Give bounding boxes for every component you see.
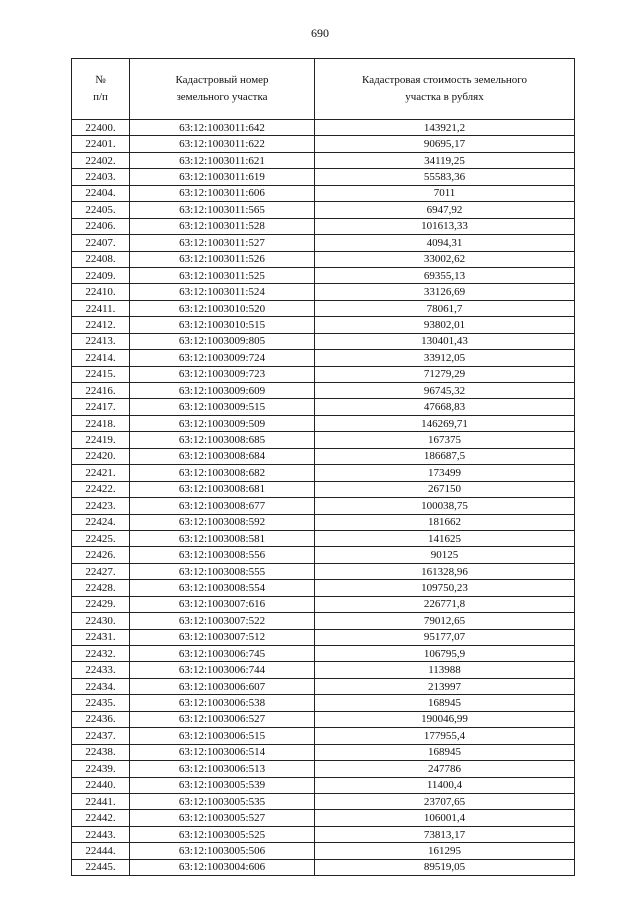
cadastral-number: 63:12:1003008:685 <box>130 432 315 448</box>
cadastral-number: 63:12:1003009:609 <box>130 383 315 399</box>
cadastral-value: 34119,25 <box>315 152 575 168</box>
row-index: 22417. <box>72 399 130 415</box>
table-row <box>72 859 575 875</box>
table-row <box>72 843 575 859</box>
row-index: 22402. <box>72 152 130 168</box>
cadastral-value: 23707,65 <box>315 793 575 809</box>
table-row <box>72 383 575 399</box>
row-index: 22401. <box>72 136 130 152</box>
cadastral-value: 109750,23 <box>315 580 575 596</box>
table-row <box>72 711 575 727</box>
row-index: 22427. <box>72 563 130 579</box>
cadastral-number: 63:12:1003006:538 <box>130 695 315 711</box>
cadastral-number: 63:12:1003004:606 <box>130 859 315 875</box>
cadastral-number: 63:12:1003006:745 <box>130 646 315 662</box>
cadastral-value: 73813,17 <box>315 826 575 842</box>
cadastral-number: 63:12:1003009:723 <box>130 366 315 382</box>
cadastral-value: 186687,5 <box>315 448 575 464</box>
cadastral-number: 63:12:1003011:619 <box>130 169 315 185</box>
row-index: 22413. <box>72 333 130 349</box>
row-index: 22422. <box>72 481 130 497</box>
cadastral-number: 63:12:1003006:513 <box>130 761 315 777</box>
table-row <box>72 662 575 678</box>
cadastral-value: 69355,13 <box>315 267 575 283</box>
cadastral-number: 63:12:1003006:744 <box>130 662 315 678</box>
cadastral-number: 63:12:1003006:515 <box>130 728 315 744</box>
cadastral-value: 143921,2 <box>315 120 575 136</box>
row-index: 22445. <box>72 859 130 875</box>
row-index: 22425. <box>72 530 130 546</box>
table-row <box>72 202 575 218</box>
cadastral-number: 63:12:1003005:527 <box>130 810 315 826</box>
table-row <box>72 613 575 629</box>
cadastral-value: 100038,75 <box>315 498 575 514</box>
cadastral-number: 63:12:1003006:607 <box>130 678 315 694</box>
cadastral-number: 63:12:1003008:592 <box>130 514 315 530</box>
cadastral-number: 63:12:1003008:554 <box>130 580 315 596</box>
cadastral-value: 213997 <box>315 678 575 694</box>
table-row <box>72 514 575 530</box>
row-index: 22414. <box>72 350 130 366</box>
row-index: 22432. <box>72 646 130 662</box>
cadastral-value: 167375 <box>315 432 575 448</box>
cadastral-number: 63:12:1003006:527 <box>130 711 315 727</box>
cadastral-number: 63:12:1003008:681 <box>130 481 315 497</box>
table-row <box>72 465 575 481</box>
cadastral-value: 267150 <box>315 481 575 497</box>
cadastral-value: 101613,33 <box>315 218 575 234</box>
row-index: 22435. <box>72 695 130 711</box>
row-index: 22426. <box>72 547 130 563</box>
row-index: 22406. <box>72 218 130 234</box>
table-row <box>72 152 575 168</box>
table-row <box>72 185 575 201</box>
cadastral-value: 173499 <box>315 465 575 481</box>
row-index: 22408. <box>72 251 130 267</box>
cadastral-value: 90125 <box>315 547 575 563</box>
row-index: 22424. <box>72 514 130 530</box>
cadastral-number: 63:12:1003010:515 <box>130 317 315 333</box>
table-header <box>72 59 575 120</box>
cadastral-value-table <box>71 58 575 876</box>
cadastral-number: 63:12:1003011:525 <box>130 267 315 283</box>
cadastral-number: 63:12:1003011:621 <box>130 152 315 168</box>
cadastral-number: 63:12:1003008:555 <box>130 563 315 579</box>
cadastral-value: 146269,71 <box>315 415 575 431</box>
table-row <box>72 761 575 777</box>
cadastral-value: 33912,05 <box>315 350 575 366</box>
table-row <box>72 136 575 152</box>
table-row <box>72 777 575 793</box>
row-index: 22400. <box>72 120 130 136</box>
cadastral-number: 63:12:1003006:514 <box>130 744 315 760</box>
cadastral-value: 247786 <box>315 761 575 777</box>
cadastral-value: 141625 <box>315 530 575 546</box>
cadastral-value: 79012,65 <box>315 613 575 629</box>
row-index: 22442. <box>72 810 130 826</box>
cadastral-value: 96745,32 <box>315 383 575 399</box>
cadastral-value: 4094,31 <box>315 235 575 251</box>
cadastral-number: 63:12:1003011:642 <box>130 120 315 136</box>
cadastral-value: 11400,4 <box>315 777 575 793</box>
table-row <box>72 810 575 826</box>
table-row <box>72 350 575 366</box>
row-index: 22443. <box>72 826 130 842</box>
cadastral-value: 190046,99 <box>315 711 575 727</box>
cadastral-value: 71279,29 <box>315 366 575 382</box>
table-row <box>72 728 575 744</box>
cadastral-value: 47668,83 <box>315 399 575 415</box>
cadastral-number: 63:12:1003005:506 <box>130 843 315 859</box>
cadastral-value: 95177,07 <box>315 629 575 645</box>
table-row <box>72 448 575 464</box>
row-index: 22430. <box>72 613 130 629</box>
cadastral-value: 33126,69 <box>315 284 575 300</box>
cadastral-number: 63:12:1003011:606 <box>130 185 315 201</box>
table-row <box>72 366 575 382</box>
cadastral-number: 63:12:1003011:526 <box>130 251 315 267</box>
table-row <box>72 317 575 333</box>
table-row <box>72 826 575 842</box>
cadastral-number: 63:12:1003009:805 <box>130 333 315 349</box>
cadastral-number: 63:12:1003009:515 <box>130 399 315 415</box>
cadastral-number: 63:12:1003005:539 <box>130 777 315 793</box>
table-row <box>72 530 575 546</box>
cadastral-value: 90695,17 <box>315 136 575 152</box>
cadastral-number: 63:12:1003005:525 <box>130 826 315 842</box>
cadastral-value: 55583,36 <box>315 169 575 185</box>
row-index: 22434. <box>72 678 130 694</box>
cadastral-number: 63:12:1003007:616 <box>130 596 315 612</box>
cadastral-value: 106001,4 <box>315 810 575 826</box>
row-index: 22439. <box>72 761 130 777</box>
cadastral-value: 161328,96 <box>315 563 575 579</box>
table-row <box>72 284 575 300</box>
cadastral-value: 89519,05 <box>315 859 575 875</box>
cadastral-number: 63:12:1003008:682 <box>130 465 315 481</box>
cadastral-number: 63:12:1003009:724 <box>130 350 315 366</box>
row-index: 22416. <box>72 383 130 399</box>
cadastral-number: 63:12:1003008:581 <box>130 530 315 546</box>
row-index: 22403. <box>72 169 130 185</box>
cadastral-number: 63:12:1003011:528 <box>130 218 315 234</box>
table-row <box>72 580 575 596</box>
table-row <box>72 596 575 612</box>
row-index: 22441. <box>72 793 130 809</box>
row-index: 22421. <box>72 465 130 481</box>
cadastral-number: 63:12:1003011:565 <box>130 202 315 218</box>
table-row <box>72 744 575 760</box>
table-row <box>72 432 575 448</box>
header-cadastral-value: Кадастровая стоимость земельного участка в рублях <box>315 59 575 120</box>
row-index: 22412. <box>72 317 130 333</box>
row-index: 22444. <box>72 843 130 859</box>
cadastral-number: 63:12:1003008:556 <box>130 547 315 563</box>
row-index: 22409. <box>72 267 130 283</box>
table-row <box>72 481 575 497</box>
table-row <box>72 646 575 662</box>
row-index: 22418. <box>72 415 130 431</box>
cadastral-value: 106795,9 <box>315 646 575 662</box>
cadastral-value: 161295 <box>315 843 575 859</box>
row-index: 22405. <box>72 202 130 218</box>
row-index: 22407. <box>72 235 130 251</box>
table-row <box>72 678 575 694</box>
table-row <box>72 169 575 185</box>
table-row <box>72 695 575 711</box>
table-row <box>72 563 575 579</box>
row-index: 22411. <box>72 300 130 316</box>
cadastral-value: 78061,7 <box>315 300 575 316</box>
table-row <box>72 793 575 809</box>
row-index: 22438. <box>72 744 130 760</box>
row-index: 22437. <box>72 728 130 744</box>
row-index: 22440. <box>72 777 130 793</box>
header-row <box>72 59 575 120</box>
cadastral-number: 63:12:1003011:527 <box>130 235 315 251</box>
cadastral-value: 168945 <box>315 695 575 711</box>
cadastral-value: 7011 <box>315 185 575 201</box>
table-row <box>72 120 575 136</box>
row-index: 22429. <box>72 596 130 612</box>
cadastral-number: 63:12:1003008:677 <box>130 498 315 514</box>
row-index: 22423. <box>72 498 130 514</box>
page-number: 690 <box>311 26 329 40</box>
row-index: 22431. <box>72 629 130 645</box>
cadastral-value: 6947,92 <box>315 202 575 218</box>
table-row <box>72 300 575 316</box>
cadastral-number: 63:12:1003011:524 <box>130 284 315 300</box>
row-index: 22404. <box>72 185 130 201</box>
cadastral-number: 63:12:1003007:522 <box>130 613 315 629</box>
table-row <box>72 251 575 267</box>
cadastral-value: 168945 <box>315 744 575 760</box>
table-body <box>72 120 575 876</box>
cadastral-number: 63:12:1003009:509 <box>130 415 315 431</box>
table-row <box>72 629 575 645</box>
cadastral-value: 113988 <box>315 662 575 678</box>
row-index: 22410. <box>72 284 130 300</box>
cadastral-value: 33002,62 <box>315 251 575 267</box>
table-row <box>72 415 575 431</box>
header-index: № п/п <box>72 59 130 120</box>
cadastral-number: 63:12:1003008:684 <box>130 448 315 464</box>
cadastral-number: 63:12:1003005:535 <box>130 793 315 809</box>
cadastral-value: 181662 <box>315 514 575 530</box>
header-cadastral-number: Кадастровый номер земельного участка <box>130 59 315 120</box>
table-row <box>72 547 575 563</box>
cadastral-value: 226771,8 <box>315 596 575 612</box>
row-index: 22415. <box>72 366 130 382</box>
table-row <box>72 333 575 349</box>
cadastral-number: 63:12:1003007:512 <box>130 629 315 645</box>
table-row <box>72 235 575 251</box>
row-index: 22436. <box>72 711 130 727</box>
cadastral-value: 93802,01 <box>315 317 575 333</box>
cadastral-value: 177955,4 <box>315 728 575 744</box>
row-index: 22420. <box>72 448 130 464</box>
cadastral-number: 63:12:1003010:520 <box>130 300 315 316</box>
row-index: 22428. <box>72 580 130 596</box>
row-index: 22433. <box>72 662 130 678</box>
table-row <box>72 399 575 415</box>
cadastral-value: 130401,43 <box>315 333 575 349</box>
row-index: 22419. <box>72 432 130 448</box>
table-row <box>72 218 575 234</box>
table-row <box>72 267 575 283</box>
table-row <box>72 498 575 514</box>
cadastral-number: 63:12:1003011:622 <box>130 136 315 152</box>
